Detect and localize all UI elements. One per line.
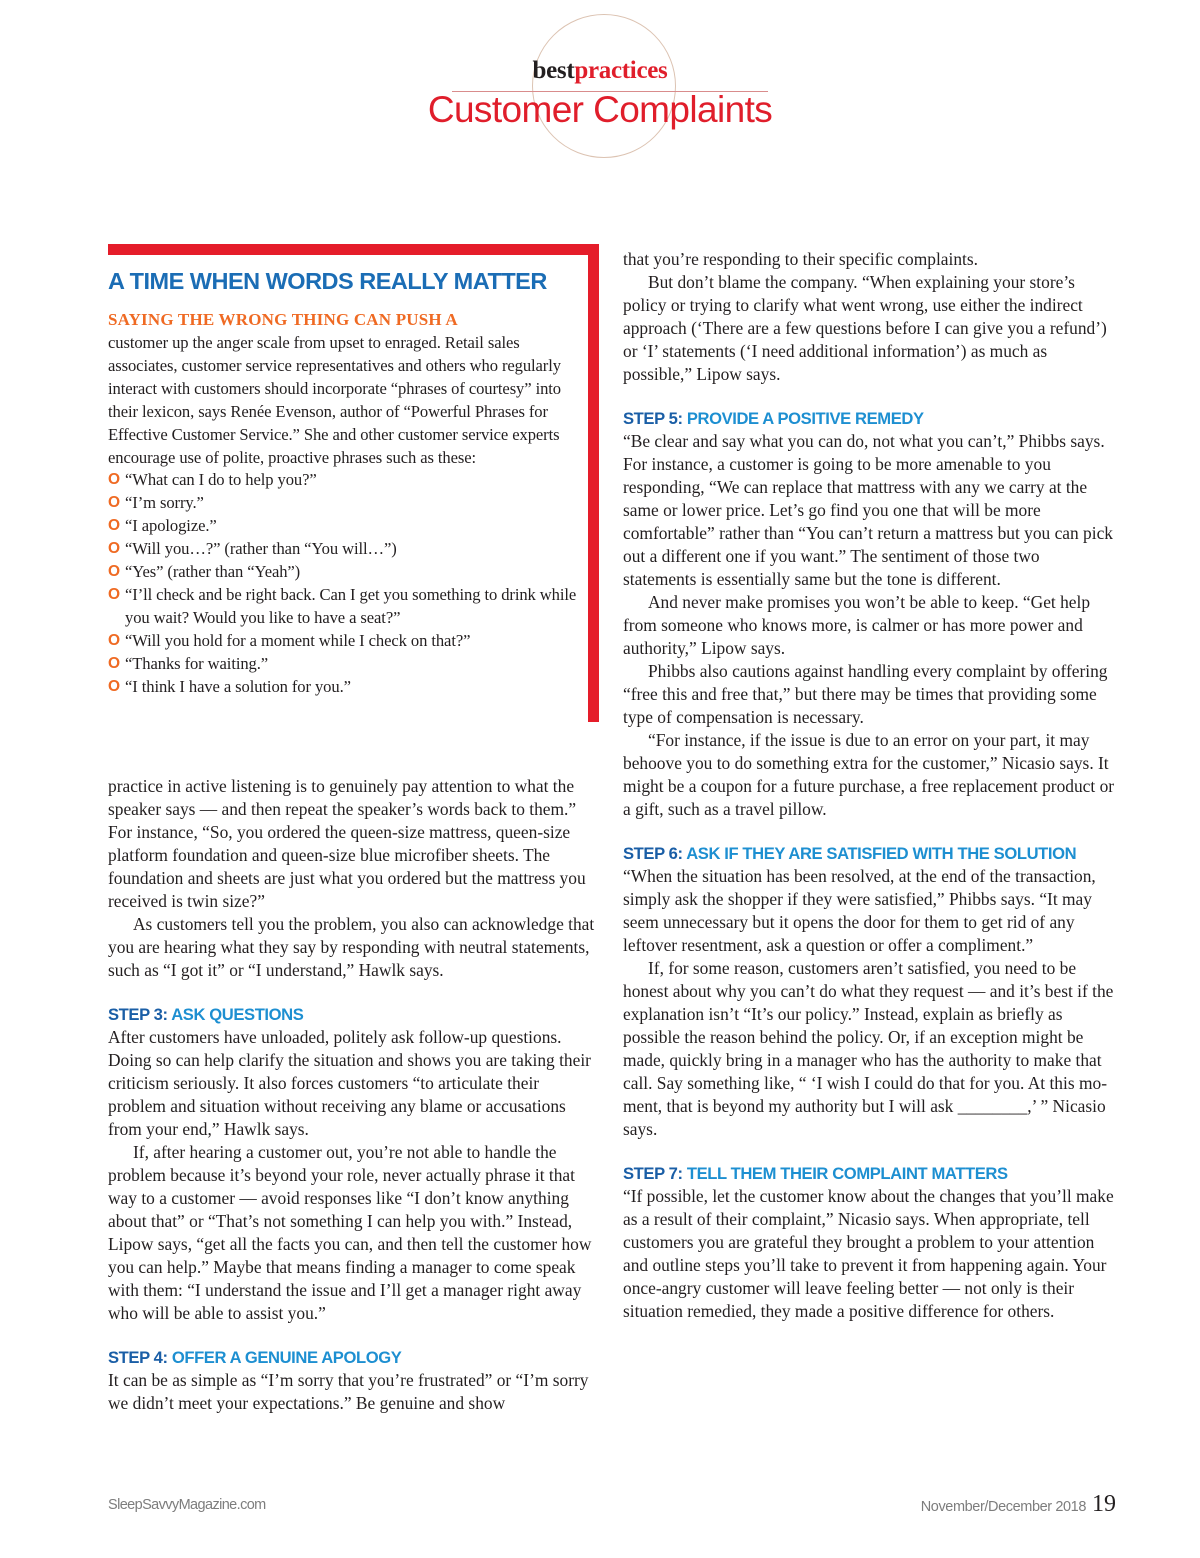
step-3-heading xyxy=(108,1003,600,1026)
phrase-text: “Thanks for waiting.” xyxy=(125,653,269,673)
phrase-list xyxy=(108,469,578,698)
bullet-icon: O xyxy=(108,677,120,695)
step-5-heading xyxy=(623,407,1115,430)
bullet-icon: O xyxy=(108,563,120,581)
step-number: STEP 3: xyxy=(108,1005,168,1024)
paragraph: practice in active listening is to genuinely pay attention to what the speaker says — and then repeat the speaker’s words back to them.” For instance, “So, you ordered the queen-size mattress, queen-size platform foundation and queen-size blue microfiber sheets. The foundation and sheets are just what you ordered but the mattress you received is twin size?” xyxy=(108,776,586,911)
sidebar-lead: SAYING THE WRONG THING CAN PUSH A xyxy=(108,310,458,329)
step-4-heading xyxy=(108,1346,600,1369)
sidebar-body xyxy=(108,308,578,699)
bullet-icon: O xyxy=(108,654,120,672)
phrase-item xyxy=(108,653,578,676)
sidebar-right-bar xyxy=(588,244,599,722)
sidebar-intro: customer up the anger scale from upset to enraged. Retail sales associates, customer service representatives and others who regularly interact with customers should incorporate “phrases of courtesy” into their lexicon, says Renée Evenson, author of “Powerful Phrases for Effective Customer Service.” She and other customer service experts encourage use of polite, proactive phrases such as these: xyxy=(108,333,561,467)
footer-date: November/December 2018 xyxy=(920,1499,1086,1515)
paragraph: “For instance, if the issue is due to an error on your part, it may behoove you to do something extra for the customer,” Nicasio says. It might be a coupon for a future purchase, a free replacement product or a gift, such as a travel pillow. xyxy=(623,730,1115,819)
step-title: PROVIDE A POSITIVE REMEDY xyxy=(686,409,924,428)
step-number: STEP 6: xyxy=(623,844,683,863)
bullet-icon: O xyxy=(108,471,120,489)
phrase-text: “I’ll check and be right back. Can I get you something to drink while you wait? Would you like to have a seat?” xyxy=(125,584,577,627)
phrase-item xyxy=(108,538,578,561)
paragraph: “When the situation has been resolved, at the end of the transaction, simply ask the shopper if they were satisfied,” Phibbs says. “It may seem unnecessary but it opens the door for them to get rid of any leftover resentment, ask a question or offer a compliment.” xyxy=(623,866,1096,955)
phrase-text: “I apologize.” xyxy=(125,516,217,536)
phrase-item xyxy=(108,584,578,630)
bullet-icon: O xyxy=(108,494,120,512)
step-6-heading xyxy=(623,842,1115,865)
page-number: 19 xyxy=(1092,1491,1116,1517)
bullet-icon: O xyxy=(108,540,120,558)
paragraph: And never make promises you won’t be able to keep. “Get help from someone who knows more, is calmer or has more power and authority,” Lipow says. xyxy=(623,592,1091,658)
article-column-left xyxy=(108,775,600,1415)
step-title: ASK QUESTIONS xyxy=(171,1005,304,1024)
kicker-best: best xyxy=(532,57,575,84)
phrase-item xyxy=(108,469,578,492)
phrase-text: “I’m sorry.” xyxy=(125,493,204,513)
phrase-text: “What can I do to help you?” xyxy=(125,470,317,490)
section-kicker xyxy=(0,56,1200,86)
step-number: STEP 5: xyxy=(623,409,683,428)
sidebar-top-bar xyxy=(108,244,599,255)
step-title: ASK IF THEY ARE SATISFIED WITH THE SOLUTION xyxy=(686,844,1077,863)
step-7-heading xyxy=(623,1162,1115,1185)
bullet-icon: O xyxy=(108,585,120,603)
phrase-item xyxy=(108,561,578,584)
paragraph: If, after hearing a customer out, you’re not able to handle the problem because it’s beyond your role, never actually phrase it that way to a customer — avoid responses like “I don’t know anything about that” or “That’s not something I can help you with.” Instead, Lipow says, “get all the facts you can, and then tell the customer how you can help.” Maybe that means finding a manager to come speak with them: “I understand the issue and I’ll get a manager right away who will be able to assist you.” xyxy=(108,1142,592,1323)
step-title: OFFER A GENUINE APOLOGY xyxy=(171,1348,402,1367)
paragraph: Phibbs also cautions against handling every complaint by offering “free this and free that,” but there may be times that providing some type of compensation is necessary. xyxy=(623,661,1108,727)
paragraph: If, for some reason, customers aren’t satisfied, you need to be honest about why you can’t do what they request — and it’s best if the explanation isn’t “It’s our policy.” Instead, explain as briefly as possible the reason behind the policy. Or, if an exception might be made, quickly bring in a manager who has the authority to make that call. Say something like, “ ‘I wish I could do that for you. At this moment, that is beyond my authority but I will ask ________,’ ” Nicasio says. xyxy=(623,958,1114,1139)
paragraph: After customers have unloaded, politely ask follow-up questions. Doing so can help clarify the situation and shows you are taking their criticism seriously. It also forces customers “to articulate their problem and situation without receiving any blame or accusations from your end,” Hawlk says. xyxy=(108,1027,591,1139)
sidebar-title: A TIME WHEN WORDS REALLY MATTER xyxy=(108,268,547,294)
phrase-text: “Will you…?” (rather than “You will…”) xyxy=(125,539,397,559)
paragraph: But don’t blame the company. “When explaining your store’s policy or trying to clarify what went wrong, use either the indirect approach (‘There are a few questions before I can give you a refund’) or ‘I’ statements (‘I need additional information’) as much as possible,” Lipow says. xyxy=(623,272,1107,384)
bullet-icon: O xyxy=(108,631,120,649)
bullet-icon: O xyxy=(108,517,120,535)
phrase-text: “Will you hold for a moment while I check on that?” xyxy=(125,630,471,650)
phrase-item xyxy=(108,492,578,515)
article-column-right xyxy=(623,248,1115,1323)
kicker-practices: practices xyxy=(574,57,668,84)
paragraph: It can be as simple as “I’m sorry that you’re frustrated” or “I’m sorry we didn’t meet your expectations.” Be genuine and show xyxy=(108,1370,589,1413)
footer-website: SleepSavvyMagazine.com xyxy=(108,1497,266,1513)
footer-issue xyxy=(921,1491,1116,1518)
phrase-text: “I think I have a solution for you.” xyxy=(125,676,351,696)
section-title: Customer Complaints xyxy=(427,89,773,130)
phrase-item xyxy=(108,515,578,538)
phrase-item xyxy=(108,676,578,699)
step-number: STEP 7: xyxy=(623,1164,683,1183)
paragraph: “If possible, let the customer know about the changes that you’ll make as a result of their complaint,” Nicasio says. When appropriate, tell customers you are grateful they brought a problem to your attention and outline steps you’ll take to prevent it from happening again. Your once-angry customer will leave feeling better — not only is their situation remedied, they made a positive difference for others. xyxy=(623,1186,1114,1321)
step-number: STEP 4: xyxy=(108,1348,168,1367)
phrase-text: “Yes” (rather than “Yeah”) xyxy=(125,562,301,582)
phrase-item xyxy=(108,630,578,653)
paragraph: “Be clear and say what you can do, not what you can’t,” Phibbs says. For instance, a customer is going to be more amenable to you responding, “We can replace that mattress with any we carry at the same or lower price. Let’s go find you one that will be more comfortable” rather than “You can’t return a mattress but you can pick out a different one if you want.” The sentiment of those two statements is essentially same but the tone is different. xyxy=(623,431,1113,589)
step-title: TELL THEM THEIR COMPLAINT MATTERS xyxy=(686,1164,1008,1183)
paragraph: that you’re responding to their specific complaints. xyxy=(623,249,978,269)
paragraph: As customers tell you the problem, you also can acknowledge that you are hearing what they say by responding with neutral statements, such as “I got it” or “I understand,” Hawlk says. xyxy=(108,914,595,980)
